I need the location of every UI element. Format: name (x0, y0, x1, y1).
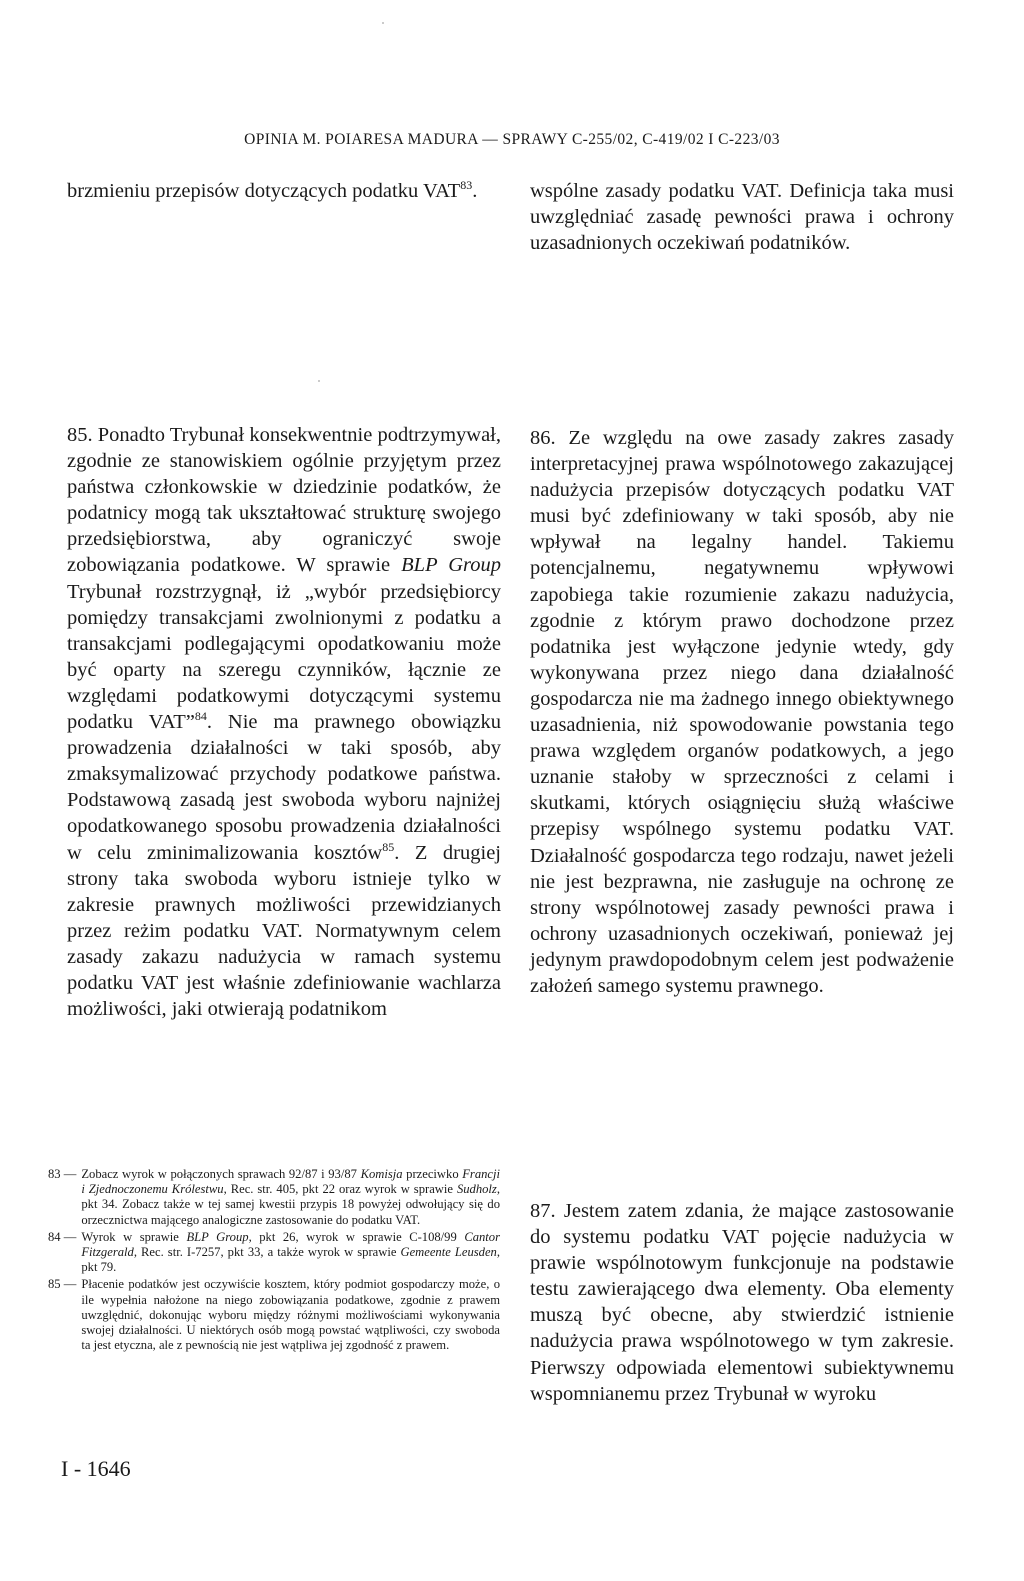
right-top-fragment (530, 178, 954, 256)
left-top-text: brzmieniu przepisów dotyczących podatku VAT (67, 180, 461, 202)
footnote-83: 83 — Zobacz wyrok w połączonych sprawach 92/87 i 93/87 Komisja przeciwko Francji i Zjednoczonemu Królestwu, Rec. str. 405, pkt 22 oraz wyrok w sprawie Sudholz, pkt 34. Zobacz także w tej samej kwestii przypis 18 powyżej odwołujący się do orzecznictwa mającego analogiczne zastosowanie do podatku VAT. (48, 1167, 500, 1227)
scan-speck (318, 380, 320, 382)
left-top-fragment: brzmieniu przepisów dotyczących podatku VAT$^{83}$. (67, 178, 478, 202)
running-header: OPINIA M. POIARESA MADURA — SPRAWY C-255/02, C-419/02 I C-223/03 (244, 131, 780, 148)
footnotes (48, 1167, 500, 1355)
paragraph-85: 85. Ponadto Trybunał konsekwentnie podtrzymywał, zgodnie ze stanowiskiem ogólnie przyjętym przez państwa członkowskie w dziedzinie podatków, że podatnicy mogą tak ukształtować strukturę swojego przedsiębiorstwa, aby ograniczyć swoje zobowiązania podatkowe. W sprawie BLP Group Trybunał rozstrzygnął, iż „wybór przedsiębiorcy pomiędzy transakcjami zwolnionymi z podatku a transakcjami podlegającymi opodatkowaniu może być oparty na szeregu czynników, łącznie ze względami podatkowymi dotyczącymi systemu podatku VAT”$^{84}$. Nie ma prawnego obowiązku prowadzenia działalności w taki sposób, aby zmaksymalizować przychody podatkowe państwa. Podstawową zasadą jest swoboda wyboru najniżej opodatkowanego sposobu prowadzenia działalności w celu zminimalizowania kosztów$^{85}$. Z drugiej strony taka swoboda wyboru istnieje tylko w zakresie prawnych możliwości przewidzianych przez reżim podatku VAT. Normatywnym celem zasady zakazu nadużycia w ramach systemu podatku VAT jest właśnie zdefiniowanie wachlarza możliwości, jaki otwierają podatnikom (67, 424, 501, 1021)
right-top-text: wspólne zasady podatku VAT. Definicja taka musi uwzględniać zasadę pewności prawa i ochrony uzasadnionych oczekiwań podatników. (530, 180, 954, 255)
page-number: I - 1646 (61, 1456, 131, 1481)
footnote-85: 85 — Płacenie podatków jest oczywiście kosztem, który podmiot gospodarczy może, o ile wypełnia nałożone na niego zobowiązania podatkowe, zgodnie z prawem uwzględnić, dokonując wyboru między różnymi możliwościami wykonywania swojej działalności. U niektórych osób mogą powstać wątpliwości, czy swoboda ta jest etyczna, ale z pewnością nie jest wątpliwa jej zgodność z prawem. (48, 1277, 500, 1353)
footnote-ref-84[interactable]: 84 (194, 709, 207, 724)
footnote-ref-85[interactable]: 85 (382, 839, 395, 854)
scan-speck (382, 22, 384, 24)
footnote-ref-83[interactable]: 83 (460, 178, 473, 193)
paragraph-86: 86. Ze względu na owe zasady zakres zasady interpretacyjnej prawa wspólnotowego zakazującej nadużycia przepisów dotyczących podatku VAT musi być zdefiniowany w taki sposób, aby nie wpływał na legalny handel. Takiemu potencjalnemu, negatywnemu wpływowi zapobiega takie rozumienie zakazu nadużycia, zgodnie z którym prawo dochodzone przez podatnika jest wyłączone jedynie wtedy, gdy wykonywana przez niego dana działalność gospodarcza nie ma żadnego innego obiektywnego uzasadnienia, niż spowodowanie powstania tego prawa względem organów podatkowych, a jego uznanie stałoby w sprzeczności z celami i skutkami, których osiągnięciu służą właściwe przepisy wspólnego systemu podatku VAT. Działalność gospodarcza tego rodzaju, nawet jeżeli nie jest bezprawna, nie zasługuje na ochronę ze strony wspólnotowej zasady pewności prawa i ochrony uzasadnionych oczekiwań, ponieważ jej jedynym prawdopodobnym celem jest podważenie założeń samego systemu prawnego. (530, 427, 954, 997)
paragraph-87: 87. Jestem zatem zdania, że mające zastosowanie do systemu podatku VAT pojęcie nadużycia w prawie wspólnotowym funkcjonuje na podstawie testu zawierającego dwa elementy. Oba elementy muszą być obecne, aby stwierdzić istnienie nadużycia prawa wspólnotowego w tym zakresie. Pierwszy odpowiada elementowi subiektywnemu wspomnianemu przez Trybunał w wyroku (530, 1200, 954, 1405)
case-name-blp-group: BLP Group (401, 554, 501, 577)
footnote-84: 84 — Wyrok w sprawie BLP Group, pkt 26, wyrok w sprawie C-108/99 Cantor Fitzgerald, Rec. str. I-7257, pkt 33, a także wyrok w sprawie Gemeente Leusden, pkt 79. (48, 1229, 501, 1275)
